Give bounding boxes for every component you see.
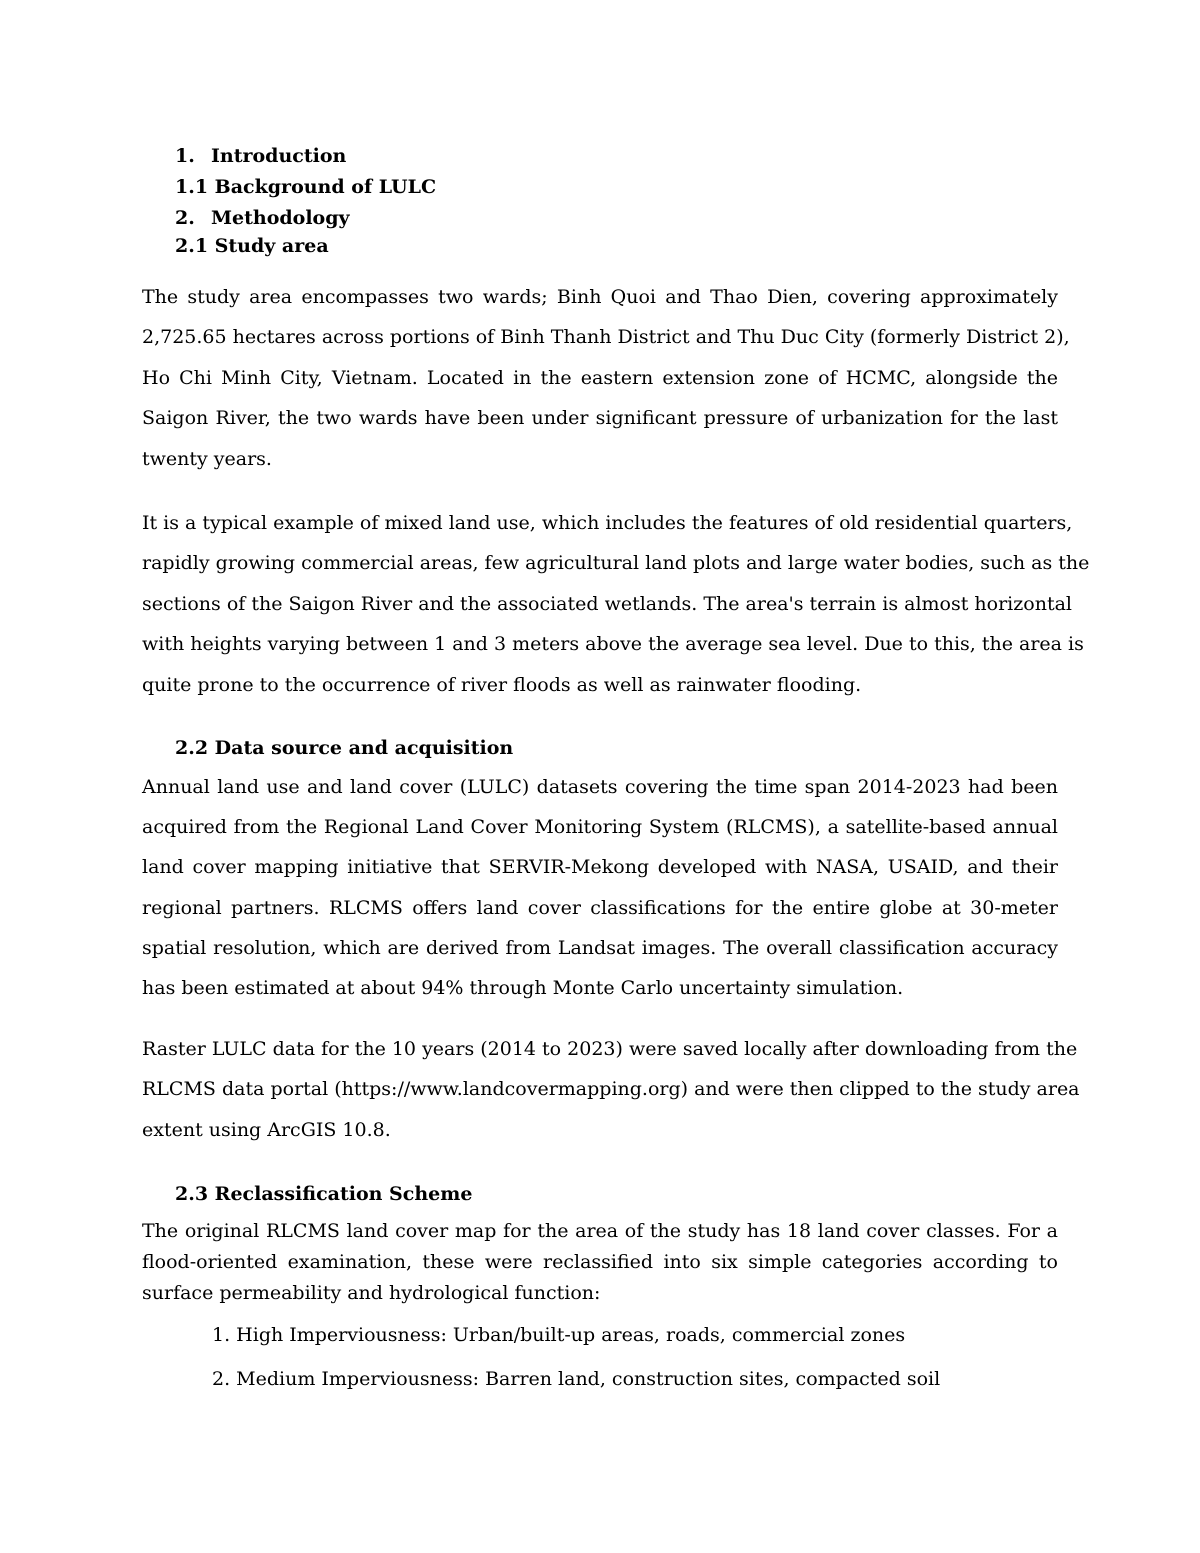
paragraph-line: flood-oriented examination, these were reclassified into six simple categories according to [142,1251,1058,1273]
paragraph-line: sections of the Saigon River and the associated wetlands. The area's terrain is almost horizontal [142,593,1072,615]
paragraph-line: The original RLCMS land cover map for the area of the study has 18 land cover classes. For a [142,1220,1058,1242]
paragraph-line: Saigon River, the two wards have been under significant pressure of urbanization for the last [142,407,1058,429]
heading-reclassification: 2.3 Reclassification Scheme [175,1183,473,1205]
paragraph-line: extent using ArcGIS 10.8. [142,1119,391,1141]
paragraph-line: surface permeability and hydrological function: [142,1282,601,1304]
paragraph-line: quite prone to the occurrence of river floods as well as rainwater flooding. [142,674,862,696]
heading-methodology [175,206,350,230]
heading-text: Introduction [211,145,347,167]
paragraph-line: rapidly growing commercial areas, few agricultural land plots and large water bodies, such as the [142,552,1090,574]
paragraph-line: land cover mapping initiative that SERVIR-Mekong developed with NASA, USAID, and their [142,856,1058,878]
paragraph-line: with heights varying between 1 and 3 meters above the average sea level. Due to this, the area is [142,633,1084,655]
paragraph-line: Annual land use and land cover (LULC) datasets covering the time span 2014-2023 had been [142,776,1058,798]
heading-introduction [175,144,346,168]
paragraph-line: acquired from the Regional Land Cover Monitoring System (RLCMS), a satellite-based annual [142,816,1058,838]
heading-data-source: 2.2 Data source and acquisition [175,737,514,759]
heading-study-area [175,234,329,258]
paragraph-line: It is a typical example of mixed land use, which includes the features of old residential quarters, [142,512,1073,534]
paragraph-line: twenty years. [142,448,272,470]
paragraph-line: 2,725.65 hectares across portions of Binh Thanh District and Thu Duc City (formerly District 2), [142,326,1070,348]
list-item: 1. High Imperviousness: Urban/built-up areas, roads, commercial zones [212,1324,906,1346]
paragraph-line: Ho Chi Minh City, Vietnam. Located in the eastern extension zone of HCMC, alongside the [142,367,1058,389]
heading-text: Methodology [211,207,350,229]
paragraph-line: Raster LULC data for the 10 years (2014 to 2023) were saved locally after downloading from the [142,1038,1078,1060]
paragraph-line: regional partners. RLCMS offers land cover classifications for the entire globe at 30-meter [142,897,1058,919]
heading-number: 1. [175,145,195,167]
heading-text: 2.1 Study area [175,235,329,257]
paragraph-line: spatial resolution, which are derived from Landsat images. The overall classification accuracy [142,937,1058,959]
heading-text: 1.1 Background of LULC [175,176,437,198]
heading-number: 2. [175,207,195,229]
heading-background [175,175,436,199]
paragraph-line: The study area encompasses two wards; Binh Quoi and Thao Dien, covering approximately [142,286,1058,308]
list-item: 2. Medium Imperviousness: Barren land, construction sites, compacted soil [212,1368,941,1390]
paragraph-line: has been estimated at about 94% through Monte Carlo uncertainty simulation. [142,977,904,999]
paragraph-line: RLCMS data portal (https://www.landcovermapping.org) and were then clipped to the study area [142,1078,1080,1100]
